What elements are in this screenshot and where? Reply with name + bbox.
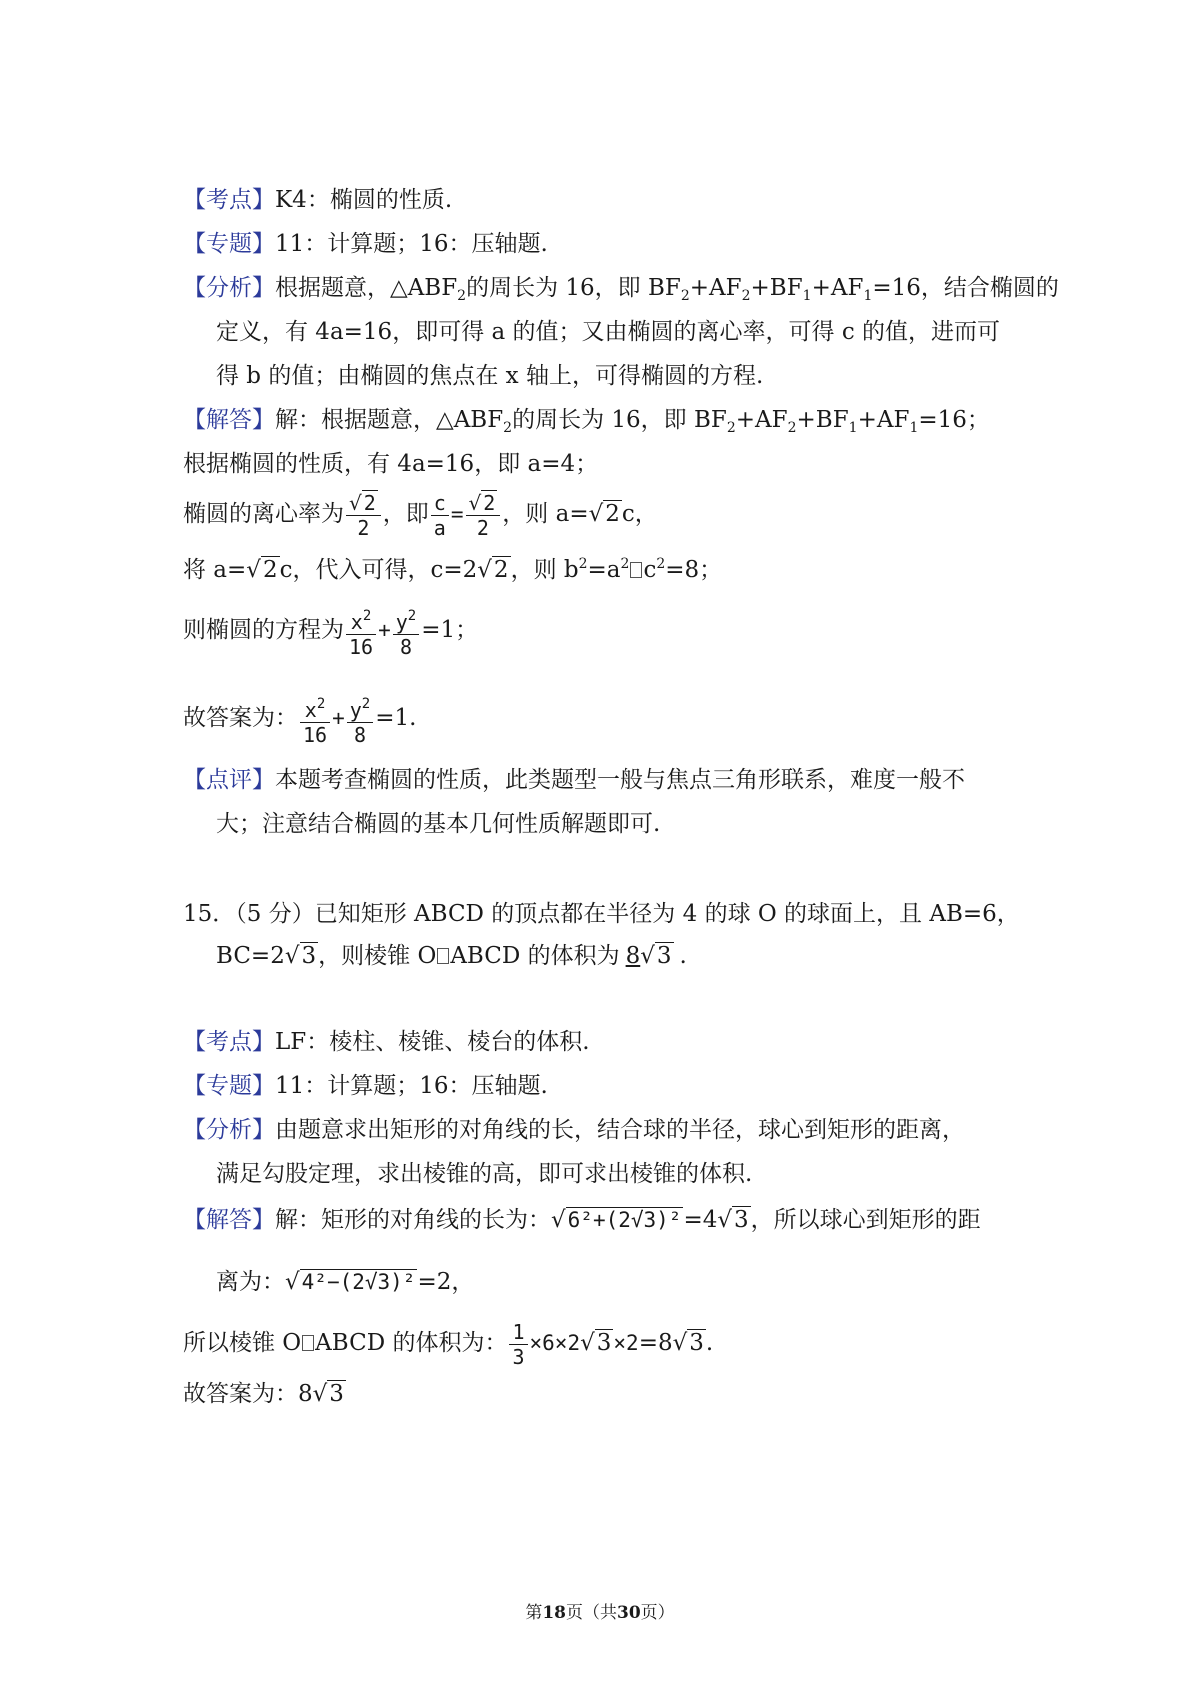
s14-dianping-line-1 [183, 764, 965, 796]
kaodian-text: LF：棱柱、棱锥、棱台的体积. [275, 1029, 590, 1055]
text: =8 [638, 1330, 673, 1356]
s15-fenxi-line-1 [183, 1114, 965, 1146]
s14-fenxi-line-1 [183, 272, 1059, 312]
answer-blank: 8√3 [625, 943, 672, 969]
unknown-glyph [302, 1335, 314, 1351]
text: =4 [683, 1207, 718, 1233]
text: 离为： [216, 1269, 285, 1295]
fenxi-text: +AF [689, 275, 742, 301]
jieda-tag: 【解答】 [183, 407, 275, 433]
text: 故答案为：8 [183, 1381, 313, 1407]
s15-fenxi-line-2: 满足勾股定理，求出棱锥的高，即可求出棱锥的体积. [216, 1161, 753, 1187]
jieda-text: +AF [857, 407, 910, 433]
sqrt-3: √3 [284, 943, 317, 969]
s14-line-2: 根据椭圆的性质，有 4a=16，即 a=4； [183, 451, 599, 477]
page-footer: 第18页（共30页） [525, 1603, 675, 1623]
subscript: 2 [741, 288, 751, 304]
fraction-x2-over-16: $\frac{x^2}{16}$ [346, 604, 376, 659]
s15-jieda-line-3 [183, 1318, 713, 1369]
text: BC=2 [216, 943, 285, 969]
equals: = [450, 502, 464, 526]
fenxi-text: +AF [811, 275, 864, 301]
page-number: 18 [542, 1603, 566, 1623]
fenxi-text: 的周长为 16，即 BF [466, 275, 681, 301]
text: ，所以球心到矩形的距 [750, 1207, 981, 1233]
s14-dianping-line-2: 大；注意结合椭圆的基本几何性质解题即可. [216, 811, 661, 837]
zhuanti-text: 11：计算题；16：压轴题. [275, 1073, 548, 1099]
sqrt-3: √3 [717, 1207, 749, 1233]
s14-kaodian-line [183, 184, 452, 216]
subscript: 1 [802, 288, 812, 304]
fraction-sqrt2-over-2: $\frac{√ 2}{2}$ [346, 491, 381, 540]
zhuanti-tag: 【专题】 [183, 231, 275, 257]
zhuanti-text: 11：计算题；16：压轴题. [275, 231, 548, 257]
subscript: 2 [787, 420, 797, 436]
fraction-1-over-3: $\frac{1}{3}$ [509, 1320, 527, 1369]
s15-jieda-line-1 [183, 1204, 981, 1236]
text: c [643, 557, 657, 583]
jieda-text: +BF [796, 407, 849, 433]
kaodian-tag: 【考点】 [183, 187, 275, 213]
text: 将 a= [183, 557, 247, 583]
page-total: 30 [617, 1603, 641, 1623]
fraction-y2-over-8: $\frac{y^2}{8}$ [393, 604, 419, 659]
s15-final-answer [183, 1378, 346, 1410]
sqrt-2: √2 [477, 557, 509, 583]
text: =a [587, 557, 621, 583]
fenxi-text: +BF [750, 275, 803, 301]
subscript: 2 [503, 420, 513, 436]
superscript: 2 [578, 556, 588, 572]
text: 则椭圆的方程为 [183, 617, 344, 643]
superscript: 2 [656, 556, 666, 572]
sqrt-3: √3 [312, 1381, 344, 1407]
sqrt-2: √2 [246, 557, 278, 583]
expression: ×6×2 [529, 1331, 581, 1355]
dianping-tag: 【点评】 [183, 767, 275, 793]
text: =1. [375, 705, 417, 731]
q15-line-2 [216, 940, 687, 972]
text: 所以棱锥 O [183, 1330, 302, 1356]
sqrt-3: √3 [580, 1330, 612, 1356]
subscript: 2 [680, 288, 690, 304]
sqrt-expression: √4²−(2√3)² [285, 1269, 416, 1295]
fraction-x2-over-16: $\frac{x^2}{16}$ [300, 692, 330, 747]
s14-line-5 [183, 600, 478, 660]
text: ABCD 的体积为： [315, 1330, 508, 1356]
jieda-text: +AF [735, 407, 788, 433]
text: ，则棱锥 O [318, 943, 437, 969]
kaodian-tag: 【考点】 [183, 1029, 275, 1055]
sqrt-3: √3 [672, 1330, 704, 1356]
text: 椭圆的离心率为 [183, 501, 344, 527]
subscript: 2 [726, 420, 736, 436]
text: ，即 [382, 501, 429, 527]
subscript: 1 [909, 420, 919, 436]
fraction-y2-over-8: $\frac{y^2}{8}$ [347, 692, 373, 747]
text: . [705, 1330, 714, 1356]
fenxi-tag: 【分析】 [183, 275, 275, 301]
expression: ×2 [613, 1331, 639, 1355]
jieda-text: 解：根据题意，△ABF [275, 407, 504, 433]
s14-line-6 [183, 688, 416, 748]
zhuanti-tag: 【专题】 [183, 1073, 275, 1099]
unknown-glyph [437, 948, 449, 964]
fenxi-text: 由题意求出矩形的对角线的长，结合球的半径，球心到矩形的距离， [275, 1117, 965, 1143]
s14-line-3 [183, 490, 658, 540]
text: . [679, 943, 687, 969]
sqrt-expression: √6²+(2√3)² [551, 1207, 682, 1233]
text: =2， [417, 1269, 475, 1295]
dianping-text: 本题考查椭圆的性质，此类题型一般与焦点三角形联系，难度一般不 [275, 767, 965, 793]
superscript: 2 [620, 556, 630, 572]
plus: + [378, 618, 391, 642]
subscript: 1 [848, 420, 858, 436]
subscript: 1 [863, 288, 873, 304]
text: c，代入可得，c=2 [279, 557, 478, 583]
s14-fenxi-line-2: 定义，有 4a=16，即可得 a 的值；又由椭圆的离心率，可得 c 的值，进而可 [216, 319, 1001, 345]
text: ，则 a= [502, 501, 589, 527]
s15-zhuanti-line [183, 1070, 548, 1102]
fenxi-text: 根据题意，△ABF [275, 275, 458, 301]
fraction-c-over-a: $\frac{c}{a}$ [431, 491, 449, 540]
text: =8； [665, 557, 723, 583]
s14-jieda-line-1 [183, 404, 990, 444]
s14-zhuanti-line [183, 228, 548, 260]
s14-line-4 [183, 548, 722, 586]
text: =1； [421, 617, 479, 643]
jieda-text: =16； [918, 407, 990, 433]
plus: + [332, 706, 345, 730]
subscript: 2 [457, 288, 467, 304]
jieda-tag: 【解答】 [183, 1207, 275, 1233]
s14-fenxi-line-3: 得 b 的值；由椭圆的焦点在 x 轴上，可得椭圆的方程. [216, 363, 764, 389]
jieda-text: 解：矩形的对角线的长为： [275, 1207, 551, 1233]
fenxi-tag: 【分析】 [183, 1117, 275, 1143]
fraction-sqrt2-over-2: $\frac{√ 2}{2}$ [466, 491, 501, 540]
text: ABCD 的体积为 [450, 943, 620, 969]
kaodian-text: K4：椭圆的性质. [275, 187, 453, 213]
text: c， [621, 501, 658, 527]
jieda-text: 的周长为 16，即 BF [512, 407, 727, 433]
unknown-glyph [630, 562, 642, 578]
text: 故答案为： [183, 705, 298, 731]
q15-line-1: 15．（5 分）已知矩形 ABCD 的顶点都在半径为 4 的球 O 的球面上，且 AB=6， [183, 901, 1020, 927]
text: ，则 b [510, 557, 579, 583]
fenxi-text: =16，结合椭圆的 [872, 275, 1059, 301]
s15-kaodian-line [183, 1026, 590, 1058]
s15-jieda-line-2 [216, 1266, 474, 1298]
sqrt-2: √2 [588, 501, 620, 527]
